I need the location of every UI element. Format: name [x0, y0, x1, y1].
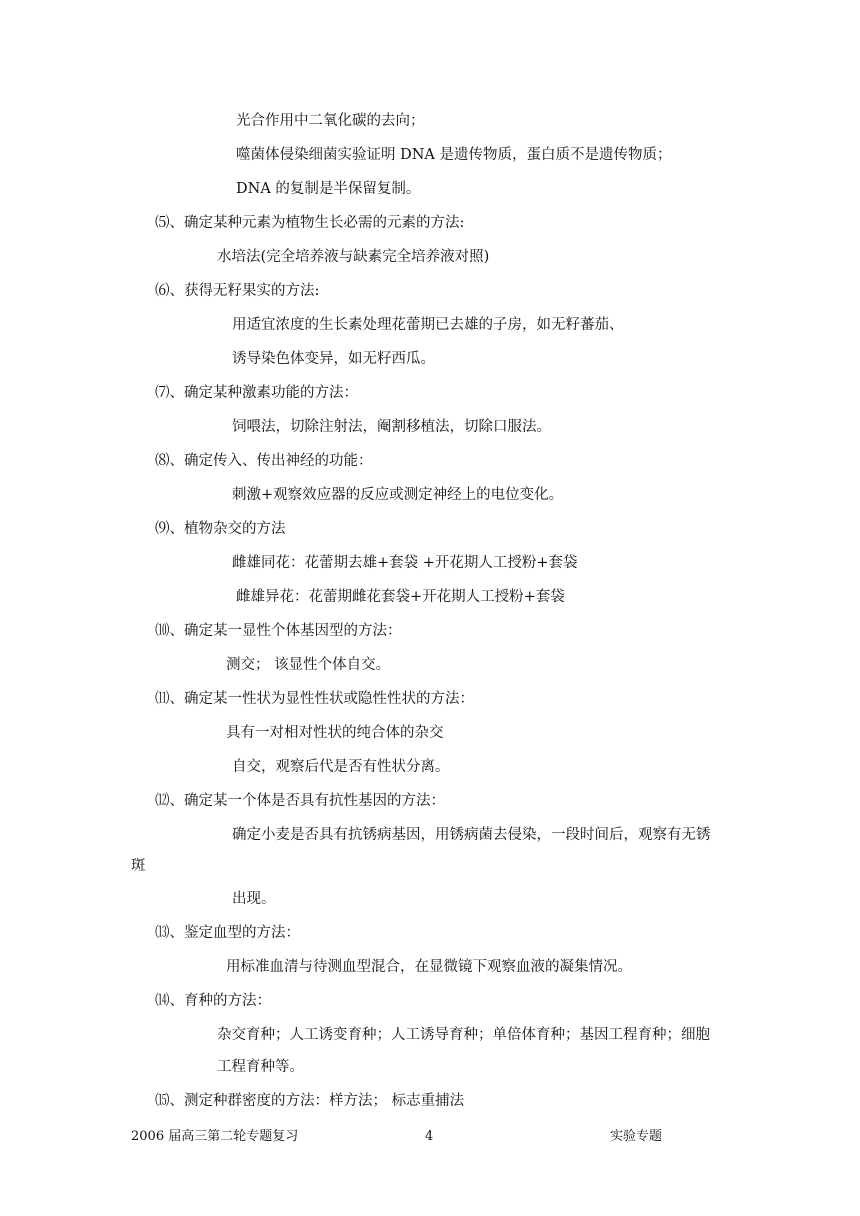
text-line-breeding-cont: 工程育种等。: [217, 1059, 304, 1075]
text-line-breeding-methods: 杂交育种；人工诱变育种；人工诱导育种；单倍体育种；基因工程育种；细胞: [217, 1027, 710, 1043]
text-line-dna-replication: DNA 的复制是半保留复制。: [236, 181, 421, 197]
text-line-polyploidy: 诱导染色体变异，如无籽西瓜。: [232, 351, 435, 367]
text-line-wrap-spot: 斑: [131, 858, 146, 874]
footer-left: 2006 届高三第二轮专题复习: [131, 1129, 299, 1144]
text-line-pure-cross: 具有一对相对性状的纯合体的杂交: [226, 725, 444, 741]
text-line-co2-fate: 光合作用中二氧化碳的去向；: [236, 113, 425, 129]
text-line-hydroponics: 水培法(完全培养液与缺素完全培养液对照): [217, 249, 490, 265]
section-heading-9: ⑼、植物杂交的方法: [155, 521, 286, 537]
text-line-blood-type: 用标准血清与待测血型混合，在显微镜下观察血液的凝集情况。: [226, 959, 632, 975]
section-heading-8: ⑻、确定传入、传出神经的功能：: [155, 453, 373, 469]
text-line-selfing: 自交，观察后代是否有性状分离。: [232, 759, 450, 775]
text-line-dioecious: 雌雄异花：花蕾期雌花套袋+开花期人工授粉+套袋: [236, 589, 565, 605]
text-line-testcross: 测交； 该显性个体自交。: [226, 657, 391, 673]
section-heading-14: ⒁、育种的方法：: [155, 993, 271, 1009]
section-heading-12: ⑿、确定某一个体是否具有抗性基因的方法：: [155, 793, 445, 809]
text-line-appear: 出现。: [232, 891, 276, 907]
section-heading-15: ⒂、测定种群密度的方法：样方法； 标志重捕法: [155, 1093, 465, 1109]
footer-right: 实验专题: [610, 1129, 663, 1144]
text-line-phage-experiment: 噬菌体侵染细菌实验证明 DNA 是遗传物质，蛋白质不是遗传物质；: [236, 147, 672, 163]
section-heading-7: ⑺、确定某种激素功能的方法：: [155, 385, 358, 401]
section-heading-5: ⑸、确定某种元素为植物生长必需的元素的方法:: [155, 215, 465, 231]
section-heading-11: ⑾、确定某一性状为显性性状或隐性性状的方法：: [155, 691, 474, 707]
section-heading-6: ⑹、获得无籽果实的方法:: [155, 283, 320, 299]
section-heading-10: ⑽、确定某一显性个体基因型的方法：: [155, 623, 402, 639]
text-line-nerve-stimulus: 刺激+观察效应器的反应或测定神经上的电位变化。: [232, 487, 564, 503]
text-line-rust-resistance: 确定小麦是否具有抗锈病基因，用锈病菌去侵染，一段时间后，观察有无锈: [232, 827, 711, 843]
text-line-monoecious: 雌雄同花：花蕾期去雄+套袋 +开花期人工授粉+套袋: [232, 555, 578, 571]
text-line-hormone-methods: 饲喂法，切除注射法，阉割移植法，切除口服法。: [232, 419, 551, 435]
section-heading-13: ⒀、鉴定血型的方法：: [155, 925, 300, 941]
text-line-auxin: 用适宜浓度的生长素处理花蕾期已去雄的子房，如无籽蕃茄、: [232, 317, 624, 333]
footer-page-number: 4: [425, 1129, 434, 1144]
